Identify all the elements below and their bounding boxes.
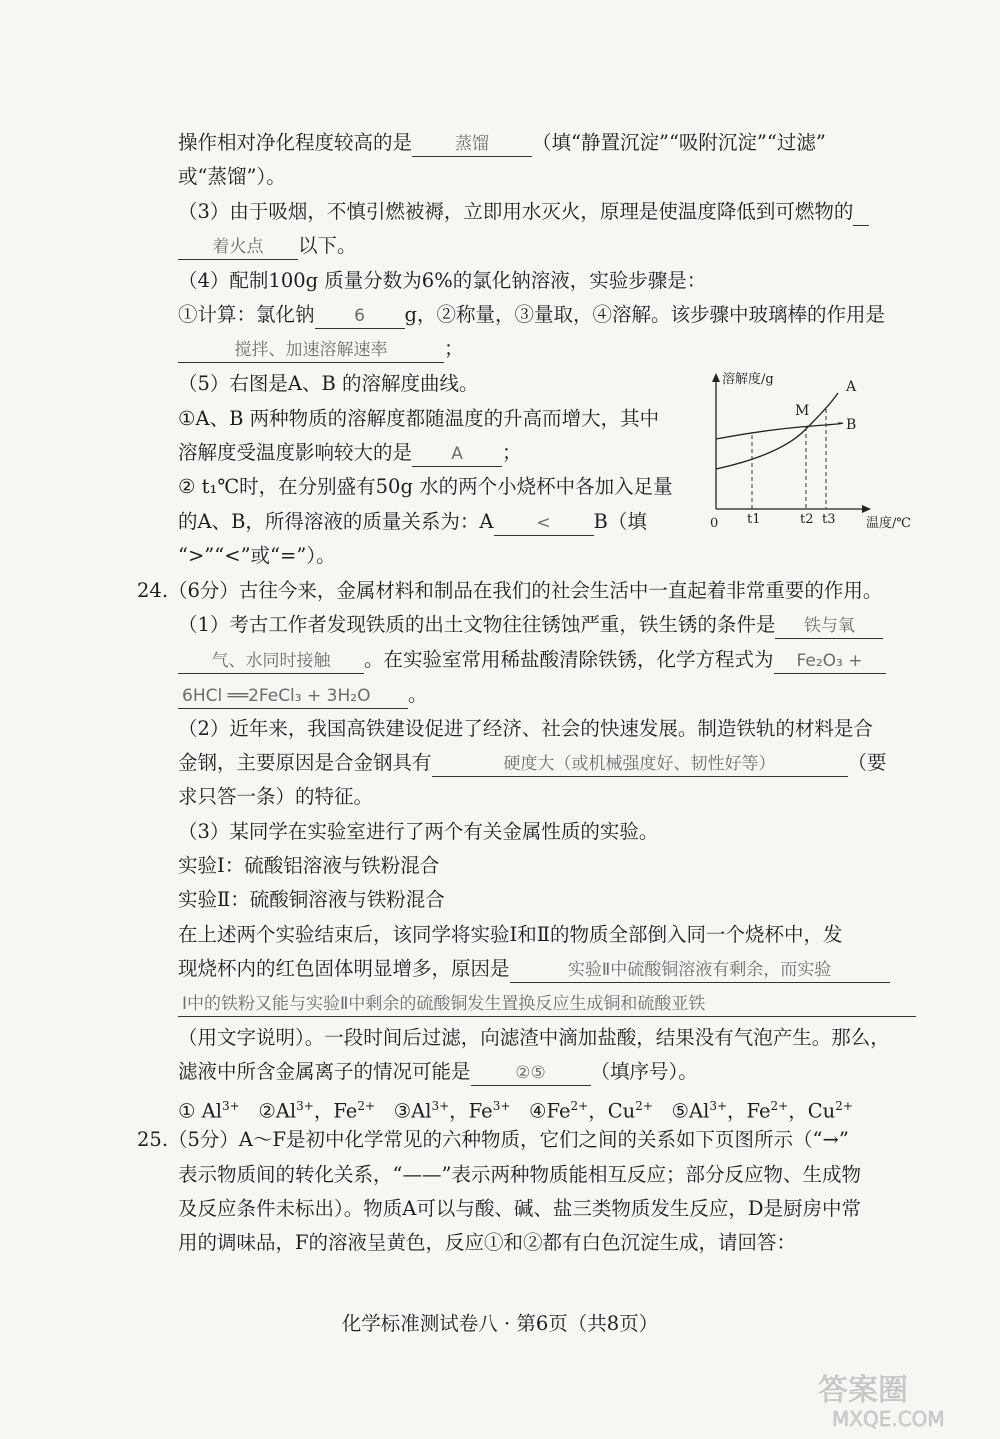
answer-blank: 实验Ⅱ中硫酸铜溶液有剩余，而实验 — [510, 958, 890, 983]
text-line: 求只答一条）的特征。 — [178, 785, 374, 808]
intersection-label: M — [795, 403, 810, 419]
svg-text:答案圈: 答案圈 — [818, 1373, 908, 1408]
text-line: 表示物质间的转化关系，“——”表示两种物质能相互反应；部分反应物、生成物 — [178, 1163, 861, 1186]
answer-blank: ②⑤ — [471, 1061, 591, 1086]
x-axis-arrow — [862, 505, 871, 513]
answer-blank: Fe₂O₃ + — [774, 649, 886, 674]
solubility-chart — [700, 367, 930, 532]
option-list: ① $Al^{3+}$ $②Al^{3+}$，$Fe^{2+}$ $③Al^{3+}$，$Fe^{3+}$ $④Fe^{2+}$，$Cu^{2+}$ $⑤Al^{3+}$，$Fe^{2+}$，$Cu^{2+}$ — [178, 1099, 853, 1123]
series-label-b: B — [846, 417, 857, 433]
page-footer: 化学标准测试卷八 · 第6页（共8页） — [341, 1312, 659, 1335]
text-line: （1）考古工作者发现铁质的出土文物往往锈蚀严重，铁生锈的条件是 铁与氧 — [178, 610, 920, 640]
text-line: （3）某同学在实验室进行了两个有关金属性质的实验。 — [178, 820, 659, 843]
answer-blank: 蒸馏 — [412, 132, 532, 157]
text-line: 及反应条件未标出）。物质A可以与酸、碱、盐三类物质发生反应，D是厨房中常 — [178, 1197, 861, 1220]
series-label-a: A — [846, 379, 857, 395]
text-line: （2）近年来，我国高铁建设促进了经济、社会的快速发展。制造铁轨的材料是合 — [178, 717, 873, 740]
text-line: 的A、B，所得溶液的质量关系为：A < B（填 — [178, 507, 700, 537]
text-line: 溶解度受温度影响较大的是 A ； — [178, 438, 700, 468]
answer-blank: A — [412, 442, 502, 467]
text-line: 金钢，主要原因是合金钢具有 硬度大（或机械强度好、韧性好等） （要 — [178, 748, 920, 778]
text-line: 现烧杯内的红色固体明显增多，原因是 实验Ⅱ中硫酸铜溶液有剩余，而实验 — [178, 954, 920, 984]
y-axis-label: 溶解度/g — [722, 372, 774, 387]
text-line: ② t₁℃时，在分别盛有50g 水的两个小烧杯中各加入足量 — [178, 475, 673, 498]
answer-blank: 搅拌、加速溶解速率 — [178, 338, 444, 363]
text-line: 着火点 以下。 — [178, 231, 920, 261]
text-line: 搅拌、加速溶解速率 ； — [178, 334, 920, 364]
text-line: （4）配制100g 质量分数为6%的氯化钠溶液，实验步骤是： — [178, 269, 707, 292]
answer-blank: Ⅰ中的铁粉又能与实验Ⅱ中剩余的硫酸铜发生置换反应生成铜和硫酸亚铁 — [178, 992, 916, 1017]
answer-blank: 着火点 — [178, 235, 298, 260]
text-line — [178, 988, 920, 1018]
question-24-heading: 24.（6分）古往今来，金属材料和制品在我们的社会生活中一直起着非常重要的作用。 — [137, 579, 883, 602]
answer-blank: 6HCl ══2FeCl₃ + 3H₂O — [178, 684, 408, 709]
answer-blank: 气、水同时接触 — [178, 649, 364, 674]
series-line-b — [716, 423, 842, 439]
text-line: 在上述两个实验结束后，该同学将实验Ⅰ和Ⅱ的物质全部倒入同一个烧杯中，发 — [178, 923, 843, 946]
text-line: 实验Ⅱ：硫酸铜溶液与铁粉混合 — [178, 888, 445, 911]
text-line: ①A、B 两种物质的溶解度都随温度的升高而增大，其中 — [178, 407, 660, 430]
text-line: （3）由于吸烟，不慎引燃被褥，立即用水灭火，原理是使温度降低到可燃物的 — [178, 197, 920, 227]
text-line: “>”“<”或“=”）。 — [178, 544, 336, 567]
tick-label-t3: t3 — [822, 512, 836, 527]
svg-text:MXQE.COM: MXQE.COM — [832, 1407, 945, 1431]
question-25-heading: 25.（5分）A～F是初中化学常见的六种物质，它们之间的关系如下页图所示（“→” — [137, 1128, 849, 1151]
tick-label-t2: t2 — [800, 512, 814, 527]
text-line: 操作相对净化程度较高的是 蒸馏 （填“静置沉淀”“吸附沉淀”“过滤” — [178, 128, 920, 158]
text-line: 实验Ⅰ：硫酸铝溶液与铁粉混合 — [178, 854, 440, 877]
text-line: 用的调味品，F的溶液呈黄色，反应①和②都有白色沉淀生成，请回答： — [178, 1231, 797, 1254]
watermark-logo — [810, 1370, 990, 1432]
text-line: 6HCl ══2FeCl₃ + 3H₂O 。 — [178, 680, 920, 710]
answer-blank: < — [494, 511, 594, 536]
tick-label-t1: t1 — [747, 512, 761, 527]
x-axis-label: 温度/℃ — [866, 516, 911, 531]
answer-blank: 铁与氧 — [775, 614, 883, 639]
text-line: （5）右图是A、B 的溶解度曲线。 — [178, 372, 479, 395]
text-line: 或“蒸馏”）。 — [178, 165, 286, 188]
answer-blank: 6 — [315, 304, 405, 329]
y-axis-arrow — [712, 373, 720, 382]
text-line: 气、水同时接触 。在实验室常用稀盐酸清除铁锈，化学方程式为 Fe₂O₃ + — [178, 645, 920, 675]
origin-label: 0 — [710, 516, 719, 531]
series-line-a — [716, 393, 838, 469]
text-line: 滤液中所含金属离子的情况可能是 ②⑤ （填序号）。 — [178, 1057, 920, 1087]
text-line: ①计算：氯化钠 6 g，②称量，③量取，④溶解。该步骤中玻璃棒的作用是 — [178, 300, 920, 330]
answer-blank: 硬度大（或机械强度好、韧性好等） — [432, 752, 848, 777]
text-line: （用文字说明）。一段时间后过滤，向滤渣中滴加盐酸，结果没有气泡产生。那么， — [178, 1026, 890, 1049]
